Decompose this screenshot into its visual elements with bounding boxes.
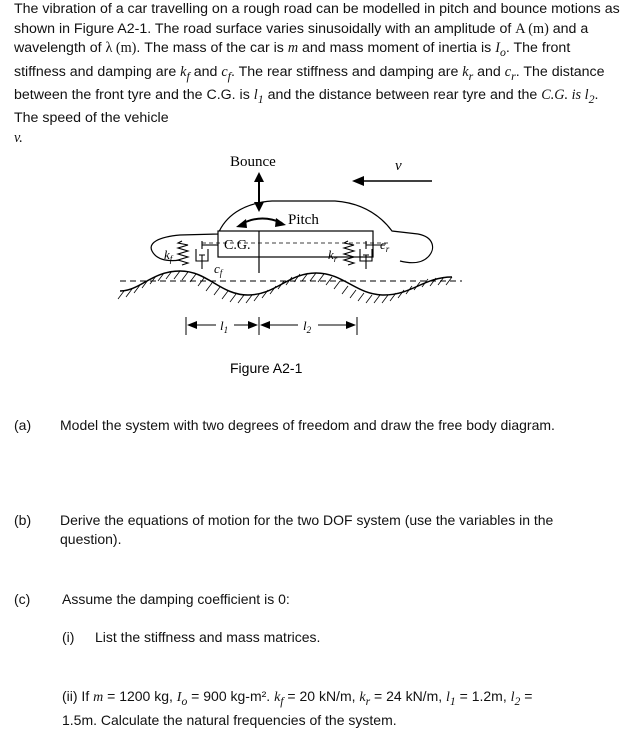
problem-statement: The vibration of a car travelling on a rough road can be modelled in pitch and bounce motions as shown in Figure A2-1. The road surface varies sinusoidally with an amplitude of A (m) and a wavelength of λ (m). The mass of the car is m and mass moment of inertia is $I_o$. The front stiffness and damping are $k_f$ and $c_f$. The rear stiffness and damping are $k_r$ and $c_r$. The distance between the front tyre and the C.G. is $l_1$ and the distance between rear tyre and the C.G. is $l_2$. The speed of the vehicle v. <box>14 1 620 147</box>
figure-a2-1 <box>100 145 480 380</box>
front-spring <box>178 241 188 265</box>
front-damping-label: $c_f$ <box>214 261 223 278</box>
front-stiffness-label: $k_f$ <box>164 247 173 264</box>
road-surface <box>120 271 452 295</box>
figure-caption: Figure A2-1 <box>230 360 303 376</box>
bounce-arrow-up-head <box>254 172 264 182</box>
question-b-label: (b) <box>14 512 32 528</box>
l1-label: $l_1$ <box>220 318 229 335</box>
question-c-i-text: List the stiffness and mass matrices. <box>95 629 321 645</box>
question-c-label: (c) <box>14 591 31 607</box>
amplitude-symbol: A (m) <box>515 20 549 37</box>
road-hatching <box>118 271 452 303</box>
dimension-lines <box>186 317 357 335</box>
dim-arrow-l1-right <box>248 321 258 329</box>
bounce-label: Bounce <box>230 154 276 170</box>
wavelength-symbol: λ (m) <box>105 40 137 57</box>
l2-label: $l_2$ <box>303 318 312 335</box>
rear-stiffness-label: $k_r$ <box>328 247 338 264</box>
question-c-text: Assume the damping coefficient is 0: <box>62 591 290 607</box>
pitch-arrow-right-head <box>275 218 286 227</box>
dim-arrow-l1-left <box>187 321 197 329</box>
question-a-text: Model the system with two degrees of freedom and draw the free body diagram. <box>60 417 555 433</box>
velocity-label: v <box>395 158 402 174</box>
cg-label: C.G. <box>224 238 251 253</box>
question-a-label: (a) <box>14 417 32 433</box>
pitch-arrow-left-head <box>236 219 247 228</box>
rear-damping-label: $c_r$ <box>380 237 390 254</box>
velocity-arrow-head <box>352 176 364 186</box>
question-b-text: Derive the equations of motion for the two DOF system (use the variables in the question). <box>60 512 554 547</box>
question-c-i-label: (i) <box>62 629 75 645</box>
pitch-label: Pitch <box>288 212 319 228</box>
dim-arrow-l2-right <box>346 321 356 329</box>
dim-arrow-l2-left <box>260 321 270 329</box>
velocity-symbol: v. <box>14 130 23 147</box>
mass-symbol: m <box>287 40 299 57</box>
question-c-ii-text: (ii) If m = 1200 kg, $I_o = 900$ kg-m². $k_f = 20$ kN/m, $k_r = 24$ kN/m, $l_1 = 1.2m$, $l_2$ = 1.5m. Calculate the natural frequencies of the system. <box>62 688 533 728</box>
